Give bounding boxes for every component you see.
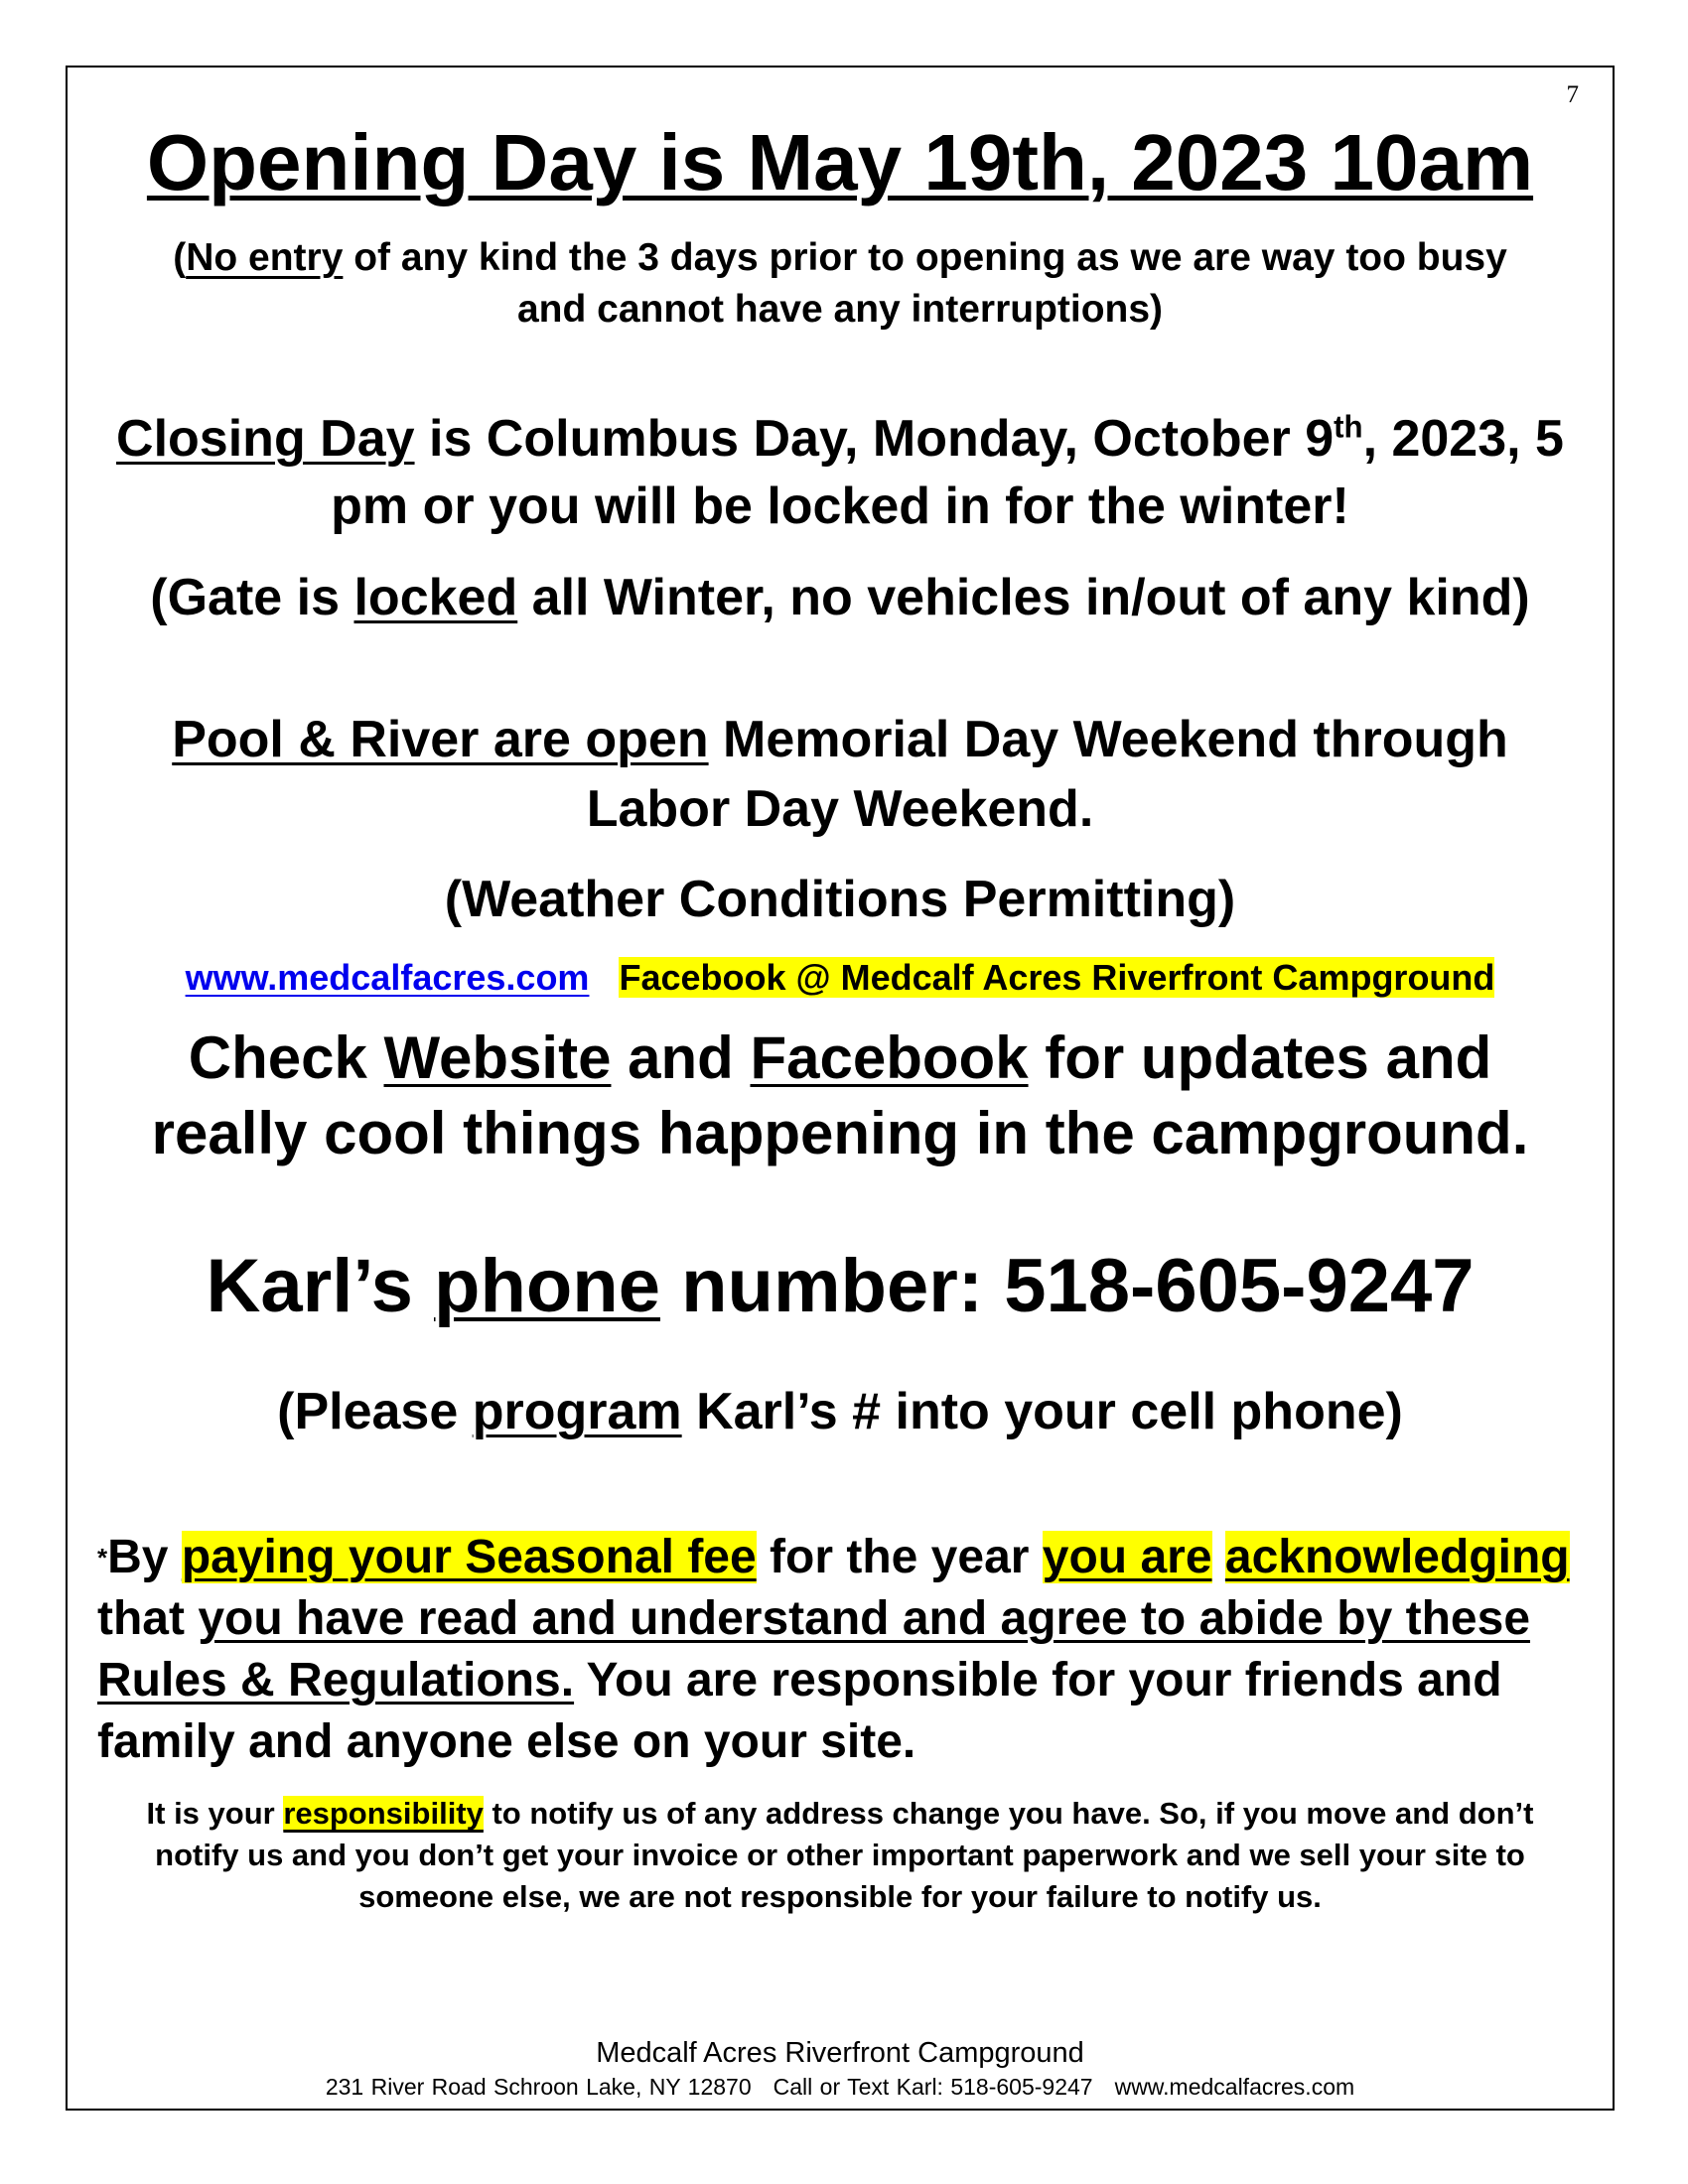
page-frame: [66, 66, 1615, 2111]
closing-day-sup: th: [1334, 409, 1363, 445]
footer-website[interactable]: www.medcalfacres.com: [1114, 2074, 1355, 2100]
pool-river-text: Memorial Day Weekend through Labor Day Weekend.: [586, 711, 1508, 838]
check-post: for updates and really cool things happening in the campground.: [151, 1024, 1529, 1166]
opening-day-title: [68, 117, 1613, 208]
karl-phone: [68, 1243, 1613, 1329]
agreement-read: you have read and understand and agree to abide by these Rules & Regulations.: [97, 1592, 1531, 1706]
program-note: [68, 1382, 1613, 1441]
check-updates: [68, 1021, 1613, 1171]
responsibility-note: [68, 1793, 1613, 1918]
agreement-space: [1212, 1531, 1225, 1583]
program-underlined: program: [472, 1383, 682, 1440]
facebook-page: Facebook @ Medcalf Acres Riverfront Campground: [619, 957, 1495, 998]
closing-day-label: Closing Day: [116, 410, 415, 468]
opening-day-title-text: Opening Day is May 19th, 2023 10am: [146, 118, 1534, 206]
phone-underlined: phone: [434, 1244, 660, 1328]
closing-day-paragraph: [68, 405, 1613, 540]
agreement-paragraph: [97, 1527, 1573, 1773]
gate-pre: (Gate is: [150, 569, 354, 626]
agreement-rest: You are responsible for your friends and family and anyone else on your site.: [97, 1654, 1502, 1768]
opening-note-rest: of any kind the 3 days prior to opening as we are way too busy and cannot have any interruptions): [343, 236, 1507, 331]
page-number: 7: [1566, 81, 1579, 108]
pool-river-open: Pool & River are open: [172, 711, 709, 768]
acknowledging: acknowledging: [1224, 1531, 1570, 1583]
gate-notice: [68, 568, 1613, 627]
agreement-that: that: [97, 1592, 199, 1645]
phone-number: number: 518-605-9247: [659, 1244, 1475, 1328]
footer-name: Medcalf Acres Riverfront Campground: [596, 2037, 1084, 2069]
footer-contact-line: [68, 2074, 1613, 2101]
links-line: [68, 957, 1613, 999]
check-mid: and: [611, 1024, 751, 1091]
resp-highlight: responsibility: [283, 1796, 484, 1831]
asterisk: *: [97, 1543, 108, 1572]
opening-note-paren: (: [173, 236, 187, 279]
pool-river-notice: [68, 705, 1613, 844]
weather-note: (Weather Conditions Permitting): [444, 871, 1236, 928]
you-are: you are: [1042, 1531, 1212, 1583]
program-pre: (Please: [277, 1383, 473, 1440]
check-website: Website: [383, 1024, 612, 1091]
program-post: Karl’s # into your cell phone): [681, 1383, 1403, 1440]
phone-pre: Karl’s: [206, 1244, 435, 1328]
opening-note: [68, 232, 1613, 336]
closing-day-text2: , 2023, 5 pm or you will be locked in for the winter!: [331, 410, 1564, 535]
footer-contact: Call or Text Karl: 518-605-9247: [773, 2074, 1093, 2100]
footer-address: 231 River Road Schroon Lake, NY 12870: [325, 2074, 752, 2100]
resp-pre: It is your: [146, 1796, 284, 1831]
agreement-by: By: [107, 1531, 182, 1583]
check-pre: Check: [188, 1024, 384, 1091]
gate-locked: locked: [353, 569, 518, 626]
no-entry-text: No entry: [186, 236, 344, 279]
resp-post: to notify us of any address change you have. So, if you move and don’t notify us and you don’t get your invoice or other important paperwork and we sell your site to someone else, we are not responsible for your failure to notify us.: [155, 1796, 1534, 1914]
agreement-year: for the year: [756, 1531, 1043, 1583]
paying-fee: paying your Seasonal fee: [181, 1531, 757, 1583]
check-facebook: Facebook: [750, 1024, 1029, 1091]
gate-post: all Winter, no vehicles in/out of any kind): [517, 569, 1530, 626]
closing-day-text: is Columbus Day, Monday, October 9: [414, 410, 1335, 468]
website-link[interactable]: www.medcalfacres.com: [185, 957, 590, 998]
footer: [68, 2037, 1613, 2101]
